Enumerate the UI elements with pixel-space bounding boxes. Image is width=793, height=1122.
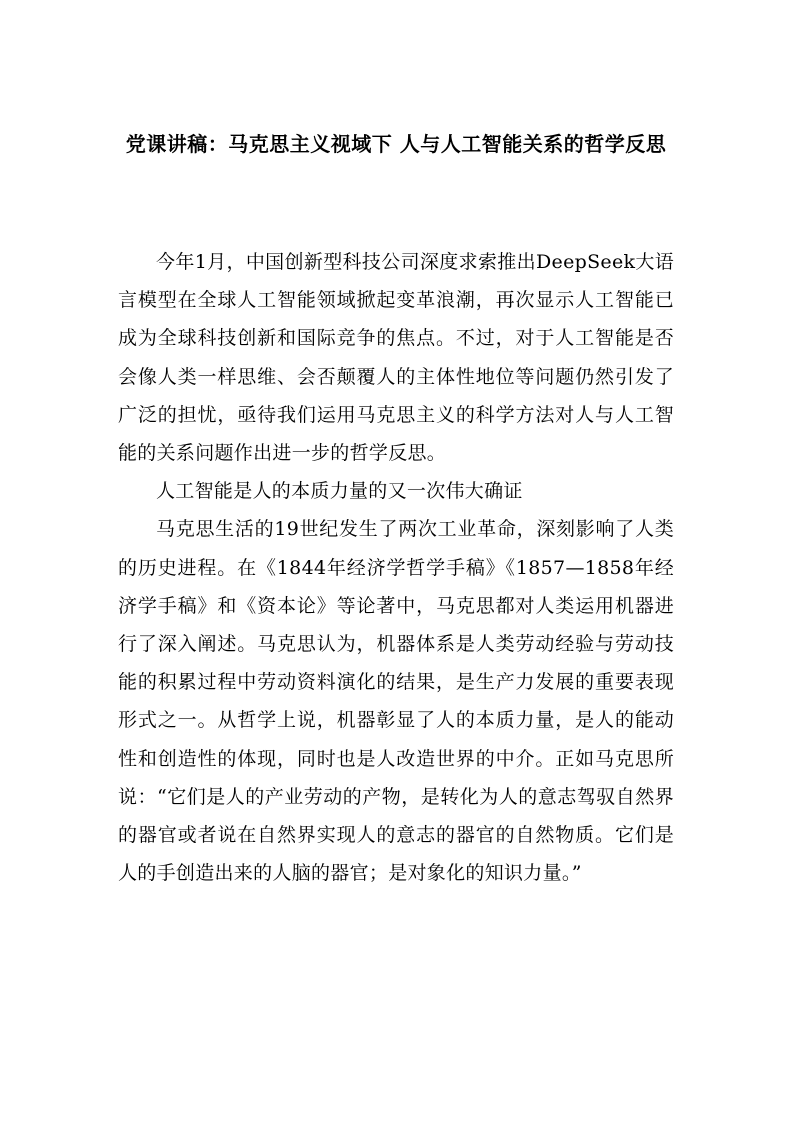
document-body: [118, 243, 674, 892]
section-heading: 人工智能是人的本质力量的又一次伟大确证: [156, 480, 523, 503]
document-title: 党课讲稿：马克思主义视域下 人与人工智能关系的哲学反思: [125, 132, 667, 156]
paragraph-marx-machines: 马克思生活的19世纪发生了两次工业革命，深刻影响了人类的历史进程。在《1844年经济学哲学手稿》《1857—1858年经济学手稿》和《资本论》等论著中，马克思都对人类运用机器进行了深入阐述。马克思认为，机器体系是人类劳动经验与劳动技能的积累过程中劳动资料演化的结果，是生产力发展的重要表现形式之一。从哲学上说，机器彰显了人的本质力量，是人的能动性和创造性的体现，同时也是人改造世界的中介。正如马克思所说：“它们是人的产业劳动的产物，是转化为人的意志驾驭自然界的器官或者说在自然界实现人的意志的器官的自然物质。它们是人的手创造出来的人脑的器官；是对象化的知识力量。”: [118, 518, 674, 885]
paragraph-intro: 今年1月，中国创新型科技公司深度求索推出DeepSeek大语言模型在全球人工智能领域掀起变革浪潮，再次显示人工智能已成为全球科技创新和国际竞争的焦点。不过，对于人工智能是否会像人类一样思维、会否颠覆人的主体性地位等问题仍然引发了广泛的担忧，亟待我们运用马克思主义的科学方法对人与人工智能的关系问题作出进一步的哲学反思。: [118, 251, 674, 465]
